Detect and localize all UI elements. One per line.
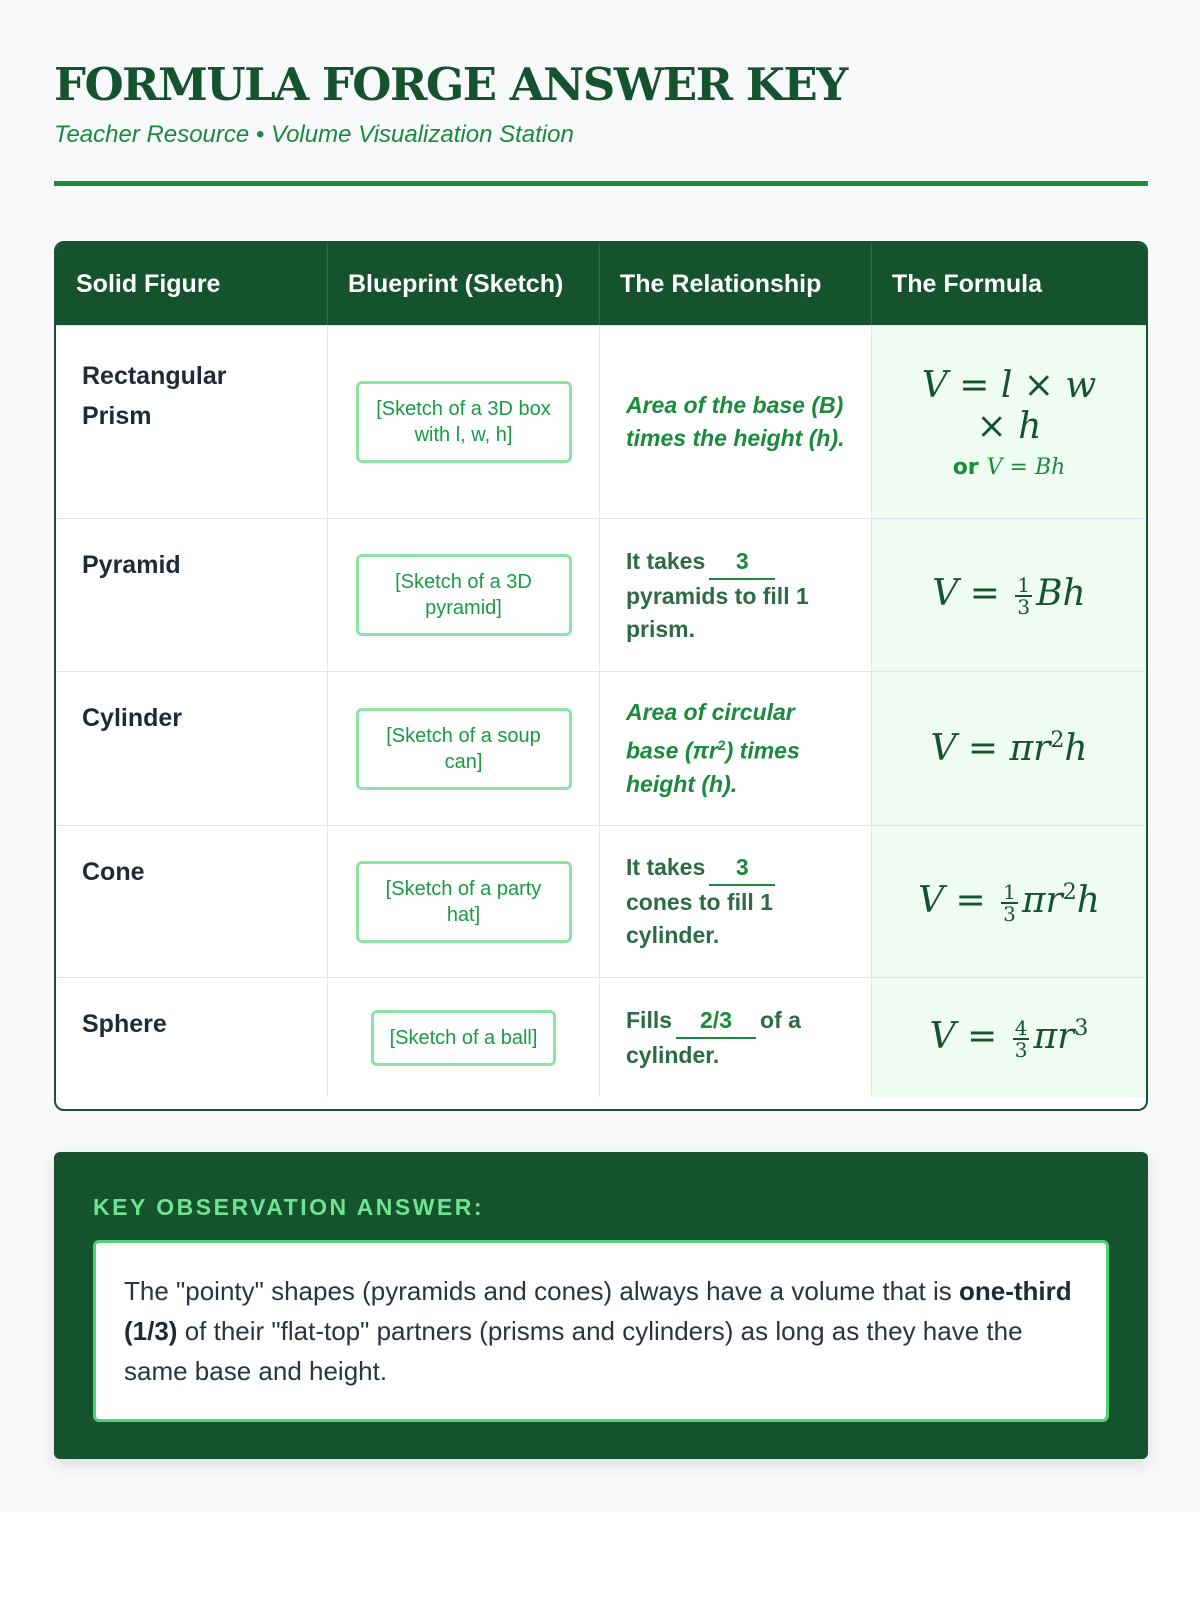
table-header — [56, 243, 1146, 325]
fraction: $\frac{4}{3}$ — [1014, 1015, 1028, 1062]
or-label: or — [952, 454, 979, 480]
sketch-placeholder: [Sketch of a ball] — [371, 1010, 557, 1066]
relationship-text: Area of circular base $(\pi r^2)$ times height (h). — [600, 672, 872, 825]
answer-blank: 2/3 — [676, 1004, 756, 1039]
fraction: $\frac{1}{3}$ — [1017, 573, 1031, 619]
column-header: The Relationship — [600, 243, 872, 325]
page-subtitle: Teacher Resource • Volume Visualization Station — [54, 121, 574, 148]
relationship-text: Area of the base (B) times the height (h). — [600, 326, 872, 518]
figure-name: Rectangular Prism — [82, 362, 227, 430]
formula-alternate — [953, 455, 1066, 480]
header-divider — [54, 181, 1148, 186]
answer-blank: 3 — [709, 851, 775, 886]
formula-cell: $V = \pi r^2h$ — [872, 672, 1146, 825]
column-header: Blueprint (Sketch) — [328, 243, 600, 325]
observation-title: KEY OBSERVATION ANSWER: — [93, 1194, 485, 1220]
page-title: FORMULA FORGE ANSWER KEY — [54, 58, 847, 111]
formula-line: V = l × w — [921, 364, 1097, 406]
figure-name: Cylinder — [82, 704, 183, 732]
figure-name: Sphere — [82, 1010, 167, 1038]
relationship-text: It takes 3 pyramids to fill 1 prism. — [600, 519, 872, 671]
relationship-text: Fills 2/3 of a cylinder. — [600, 978, 872, 1097]
sketch-placeholder: [Sketch of a 3D pyramid] — [356, 554, 572, 636]
formula-cell: V = $\frac{1}{3}$ Bh — [872, 519, 1146, 671]
table-row — [56, 825, 1146, 977]
figure-name: Cone — [82, 858, 145, 886]
column-header: Solid Figure — [56, 243, 328, 325]
sketch-placeholder: [Sketch of a soup can] — [356, 708, 572, 790]
fraction: $\frac{1}{3}$ — [1003, 879, 1016, 926]
table-row — [56, 977, 1146, 1097]
table-row — [56, 671, 1146, 825]
table-row — [56, 518, 1146, 671]
sketch-placeholder: [Sketch of a 3D box with l, w, h] — [356, 381, 572, 463]
answer-blank: 3 — [709, 545, 775, 580]
figure-name: Pyramid — [82, 551, 181, 579]
table-row — [56, 325, 1146, 518]
column-header: The Formula — [892, 269, 1043, 298]
header — [54, 52, 1148, 150]
formula-cell: V = $\frac{1}{3}$ $\pi r^2h$ — [872, 826, 1146, 977]
observation-answer: The "pointy" shapes (pyramids and cones) always have a volume that is one-third (1/3) of their "flat-top" partners (prisms and cylinders) as long as they have the same base and height. — [93, 1240, 1109, 1422]
formula-alt: V = Bh — [986, 454, 1066, 480]
sketch-placeholder: [Sketch of a party hat] — [356, 861, 572, 943]
relationship-text: It takes 3 cones to fill 1 cylinder. — [600, 826, 872, 977]
formula-cell — [872, 326, 1146, 518]
key-observation-panel — [54, 1152, 1148, 1459]
formula-table — [54, 241, 1148, 1111]
formula-cell: V = $\frac{4}{3}$ $\pi r^3$ — [872, 978, 1146, 1097]
formula-line: × h — [976, 405, 1042, 447]
